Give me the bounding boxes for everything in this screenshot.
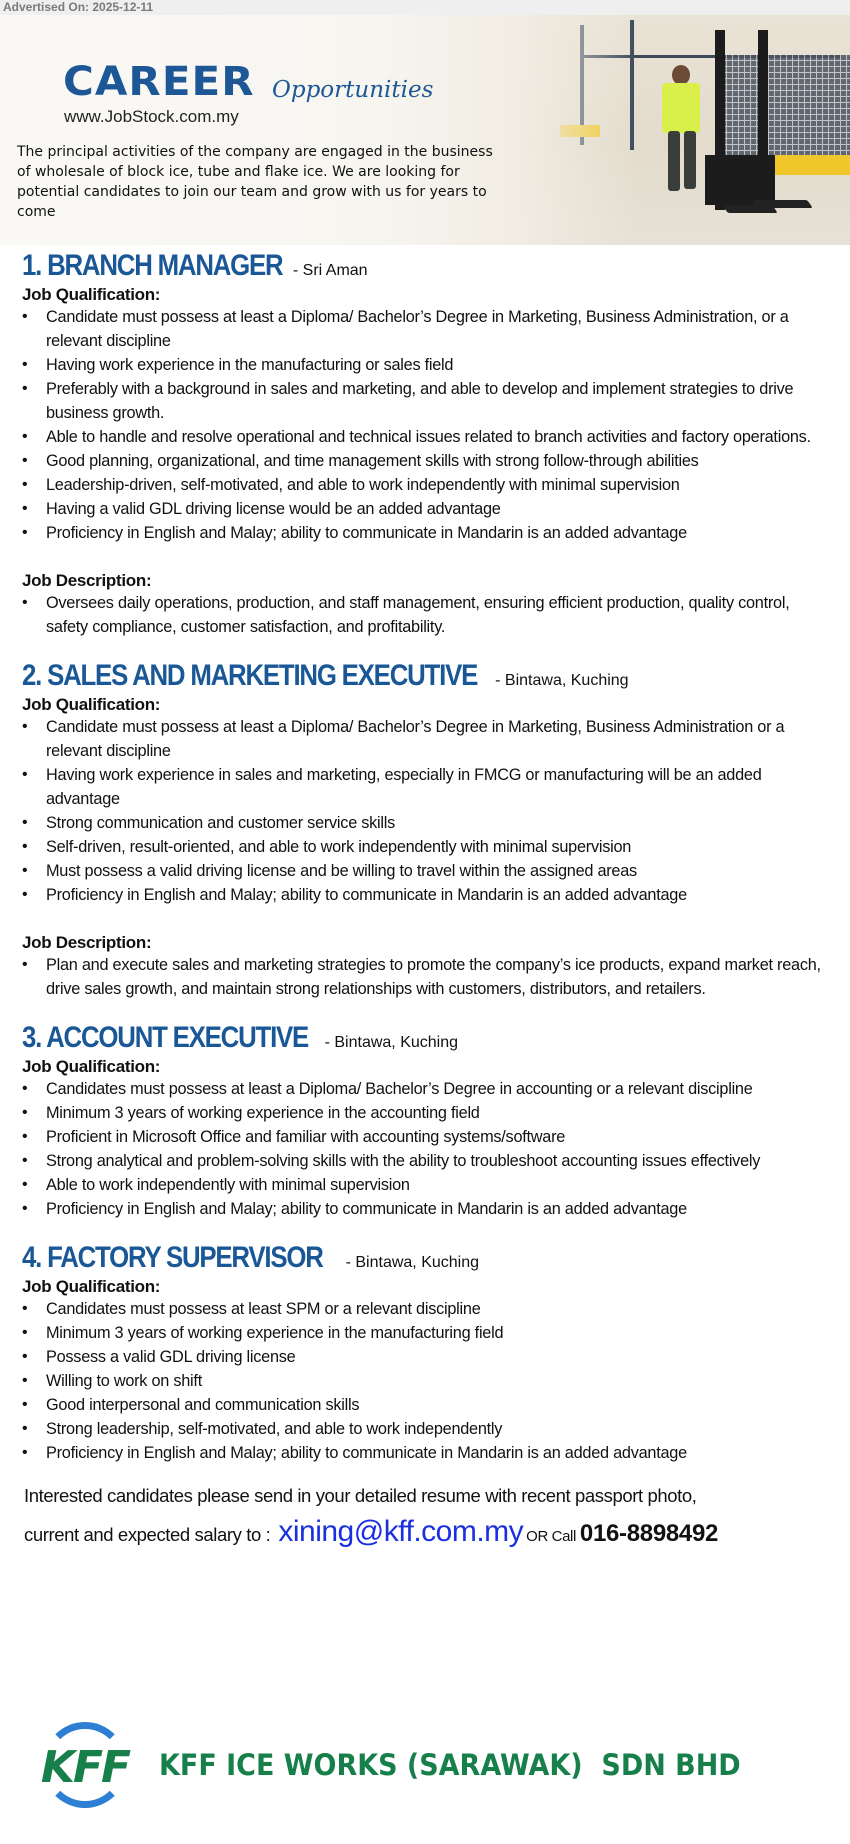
list-item: • Strong communication and customer service skills [22,811,828,835]
description-list [22,953,828,1001]
list-item: • Oversees daily operations, production, and staff management, ensuring efficient production, quality control, safety compliance, customer satisfaction, and profitability. [22,591,828,639]
apply-line-2 [24,1515,850,1549]
job-title: 3. ACCOUNT EXECUTIVE [22,1021,309,1054]
company-name: KFF ICE WORKS (SARAWAK) SDN BHD [159,1748,741,1782]
job-title: 1. BRANCH MANAGER [22,249,283,282]
list-item: • Must possess a valid driving license and be willing to travel within the assigned areas [22,859,828,883]
advertised-on-text: Advertised On: 2025-12-11 [3,0,154,14]
kff-logo-icon [25,1720,145,1810]
list-item: • Preferably with a background in sales and marketing, and able to develop and implement strategies to drive business growth. [22,377,828,425]
list-item: • Candidate must possess at least a Diploma/ Bachelor’s Degree in Marketing, Business Administration or a relevant discipline [22,715,828,763]
job-location: - Bintawa, Kuching [324,1034,459,1051]
list-item: • Willing to work on shift [22,1369,828,1393]
logo-text: KFF [40,1742,130,1793]
list-item: • Plan and execute sales and marketing strategies to promote the company’s ice products, expand market reach, drive sales growth, and maintain strong relationships with customers, distributors, and retailers. [22,953,828,1001]
career-banner [0,15,850,245]
job-title-row [22,1241,828,1275]
company-intro: The principal activities of the company are engaged in the business of wholesale of block ice, tube and flake ice. We are looking for potential candidates to join our team and grow with us for years to come [17,144,493,220]
description-label: Job Description: [22,571,152,590]
list-item: • Minimum 3 years of working experience in the manufacturing field [22,1321,828,1345]
application-instructions [24,1485,850,1549]
list-item: • Strong analytical and problem-solving skills with the ability to troubleshoot accounting issues effectively [22,1149,828,1173]
job-title: 4. FACTORY SUPERVISOR [22,1241,323,1274]
job-sales-marketing-executive [22,659,828,1001]
career-heading: CAREER [63,59,255,105]
opportunities-script: Opportunities [272,77,434,103]
job-location: - Bintawa, Kuching [345,1254,480,1271]
list-item: • Candidate must possess at least a Diploma/ Bachelor’s Degree in Marketing, Business Administration, or a relevant discipline [22,305,828,353]
list-item: • Candidates must possess at least a Diploma/ Bachelor’s Degree in accounting or a relevant discipline [22,1077,828,1101]
apply-line-1: Interested candidates please send in your detailed resume with recent passport photo, [24,1485,697,1506]
job-branch-manager [22,249,828,639]
list-item: • Having work experience in sales and marketing, especially in FMCG or manufacturing will be an added advantage [22,763,828,811]
list-item: • Self-driven, result-oriented, and able to work independently with minimal supervision [22,835,828,859]
apply-prefix: current and expected salary to : [24,1524,271,1545]
job-title: 2. SALES AND MARKETING EXECUTIVE [22,659,478,692]
job-title-row [22,249,828,283]
description-list [22,591,828,639]
qualification-list [22,715,828,907]
list-item: • Good planning, organizational, and time management skills with strong follow-through abilities [22,449,828,473]
warehouse-photo [520,15,850,245]
qualification-label: Job Qualification: [22,1277,161,1296]
job-title-row [22,659,828,693]
list-item: • Minimum 3 years of working experience in the accounting field [22,1101,828,1125]
list-item: • Able to work independently with minimal supervision [22,1173,828,1197]
list-item: • Able to handle and resolve operational and technical issues related to branch activities and factory operations. [22,425,828,449]
list-item: • Proficiency in English and Malay; ability to communicate in Mandarin is an added advantage [22,521,828,545]
job-title-row [22,1021,828,1055]
list-item: • Candidates must possess at least SPM or a relevant discipline [22,1297,828,1321]
list-item: • Leadership-driven, self-motivated, and able to work independently with minimal supervision [22,473,828,497]
list-item: • Possess a valid GDL driving license [22,1345,828,1369]
job-factory-supervisor [22,1241,828,1465]
jobstock-site-link[interactable]: www.JobStock.com.my [64,107,239,126]
list-item: • Proficient in Microsoft Office and familiar with accounting systems/software [22,1125,828,1149]
email-link[interactable]: xining@kff.com.my [278,1515,524,1548]
advertised-on-bar [0,0,850,15]
list-item: • Proficiency in English and Malay; ability to communicate in Mandarin is an added advantage [22,1197,828,1221]
list-item: • Having work experience in the manufacturing or sales field [22,353,828,377]
company-footer [25,1720,784,1810]
list-item: • Proficiency in English and Malay; ability to communicate in Mandarin is an added advantage [22,883,828,907]
qualification-label: Job Qualification: [22,1057,161,1076]
job-account-executive [22,1021,828,1221]
description-label: Job Description: [22,933,152,952]
phone-number[interactable]: 016-8898492 [579,1520,719,1547]
qualification-label: Job Qualification: [22,695,161,714]
list-item: • Proficiency in English and Malay; ability to communicate in Mandarin is an added advantage [22,1441,828,1465]
job-location: - Bintawa, Kuching [495,672,629,689]
list-item: • Strong leadership, self-motivated, and able to work independently [22,1417,828,1441]
or-call-label: OR Call [526,1528,576,1545]
list-item: • Good interpersonal and communication skills [22,1393,828,1417]
list-item: • Having a valid GDL driving license would be an added advantage [22,497,828,521]
qualification-list [22,305,828,545]
qualification-list [22,1077,828,1221]
job-location: - Sri Aman [292,262,368,279]
job-listings [0,249,850,1465]
qualification-label: Job Qualification: [22,285,161,304]
qualification-list [22,1297,828,1465]
